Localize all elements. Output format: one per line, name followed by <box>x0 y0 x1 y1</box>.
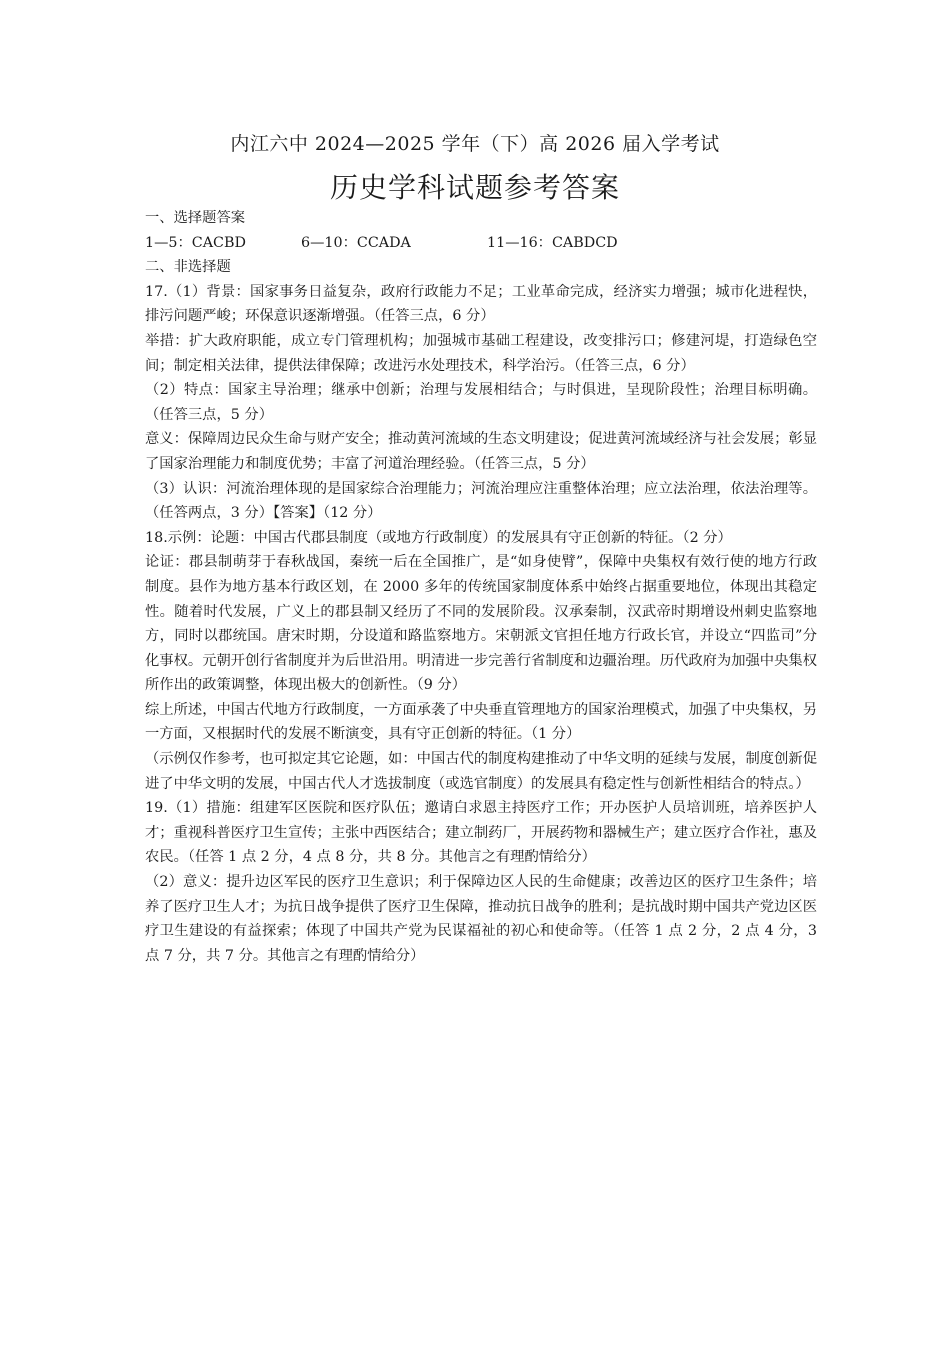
q19-measures: 19.（1）措施：组建军区医院和医疗队伍；邀请白求恩主持医疗工作；开办医护人员培训班，培养医护人才；重视科普医疗卫生宣传；主张中西医结合；建立制药厂，开展药物和器械生产；建立医疗合作社，惠及农民。（任答 1 点 2 分，4 点 8 分，共 8 分。其他言之有理酌情给分） <box>145 800 817 866</box>
choice-answer-1-5: 1—5：CACBD <box>145 234 246 251</box>
page-title: 历史学科试题参考答案 <box>329 171 620 204</box>
q18-conclusion: 综上所述，中国古代地方行政制度，一方面承袭了中央垂直管理地方的国家治理模式，加强了中央集权，另一方面，又根据时代的发展不断演变，具有守正创新的特征。（1 分） <box>145 701 817 743</box>
q17-features: （2）特点：国家主导治理；继承中创新；治理与发展相结合；与时俱进，呈现阶段性；治理目标明确。（任答三点，5 分） <box>145 382 817 423</box>
answer-content <box>145 206 817 968</box>
q17-measures: 举措：扩大政府职能，成立专门管理机构；加强城市基础工程建设，改变排污口；修建河堤，打造绿色空间；制定相关法律，提供法律保障；改进污水处理技术，科学治污。（任答三点，6 分） <box>145 332 817 374</box>
q17-understanding: （3）认识：河流治理体现的是国家综合治理能力；河流治理应注重整体治理；应立法治理，依法治理等。（任答两点，3 分）【答案】（12 分） <box>145 480 817 522</box>
q18-argument: 论证：郡县制萌芽于春秋战国，秦统一后在全国推广，是“如身使臂”，保障中央集权有效行使的地方行政制度。县作为地方基本行政区划，在 2000 多年的传统国家制度体系中始终占据重要地位，体现出其稳定性。随着时代发展，广义上的郡县制又经历了不同的发展阶段。汉承秦制，汉武帝时期增设州刺史监察地方，同时以郡统国。唐宋时期，分设道和路监察地方。宋朝派文官担任地方行政长官，并设立“四监司”分化事权。元朝开创行省制度并为后世沿用。明清进一步完善行省制度和边疆治理。历代政府为加强中央集权所作出的政策调整，体现出极大的创新性。（9 分） <box>145 554 817 694</box>
section-heading-non-choice: 二、非选择题 <box>145 259 231 276</box>
choice-answer-11-16: 11—16：CABDCD <box>487 234 618 251</box>
choice-answer-6-10: 6—10：CCADA <box>301 234 411 251</box>
choice-answers-row <box>145 231 817 256</box>
q19-significance: （2）意义：提升边区军民的医疗卫生意识；利于保障边区人民的生命健康；改善边区的医疗卫生条件；培养了医疗卫生人才；为抗日战争提供了医疗卫生保障，推动抗日战争的胜利；是抗战时期中国共产党边区医疗卫生建设的有益探索；体现了中国共产党为民谋福祉的初心和使命等。（任答 1 点 2 分，2 点 4 分，3 点 7 分，共 7 分。其他言之有理酌情给分） <box>145 874 817 964</box>
section-heading-choice: 一、选择题答案 <box>145 210 246 226</box>
q17-background: 17.（1）背景：国家事务日益复杂，政府行政能力不足；工业革命完成，经济实力增强；城市化进程快，排污问题严峻；环保意识逐渐增强。（任答三点，6 分） <box>145 283 817 325</box>
exam-subtitle: 内江六中 2024—2025 学年（下）高 2026 届入学考试 <box>230 133 720 155</box>
q18-note: （示例仅作参考，也可拟定其它论题，如：中国古代的制度构建推动了中华文明的延续与发展，制度创新促进了中华文明的发展，中国古代人才选拔制度（或选官制度）的发展具有稳定性与创新性相结合的特点。） <box>145 751 817 792</box>
q18-thesis: 18.示例：论题：中国古代郡县制度（或地方行政制度）的发展具有守正创新的特征。（2 分） <box>145 529 732 546</box>
q17-significance: 意义：保障周边民众生命与财产安全；推动黄河流域的生态文明建设；促进黄河流域经济与社会发展；彰显了国家治理能力和制度优势；丰富了河道治理经验。（任答三点，5 分） <box>145 431 817 472</box>
